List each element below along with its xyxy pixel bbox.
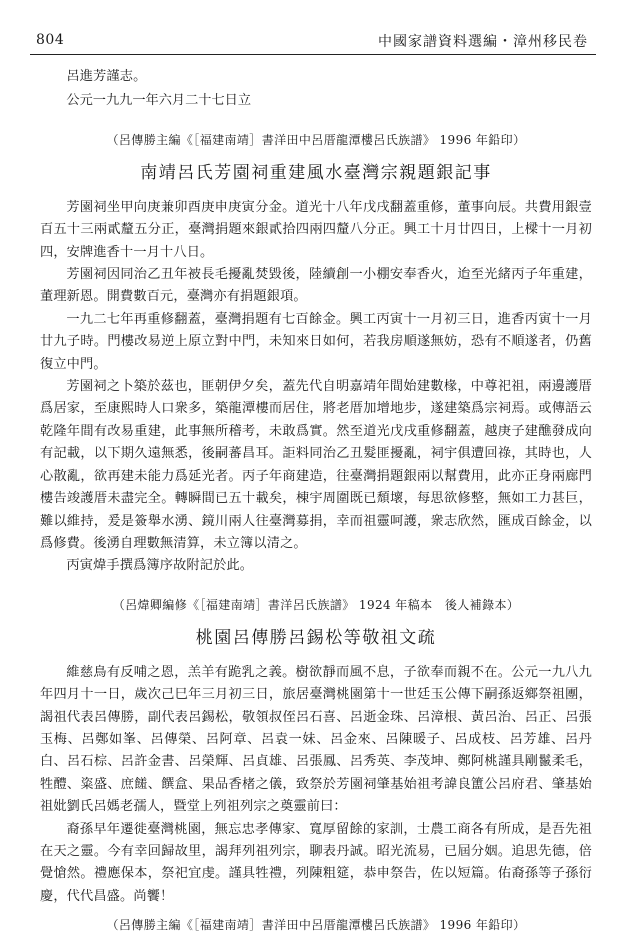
source-citation-1: （呂傳勝主編《［福建南靖］書洋田中呂厝龍潭樓呂氏族譜》 1996 年鉛印） (106, 132, 526, 147)
source-citation-2: （呂煒卿編修《［福建南靖］書洋呂氏族譜》 1924 年稿本 後人補錄本） (112, 597, 520, 612)
paragraph: 芳園祠因同治乙丑年被長毛擾亂焚毀後，陸續創一小棚安奉香火，迨至光緒丙子年重建，董理新恩。開費數百元，臺灣亦有捐題銀項。 (40, 267, 592, 305)
prev-closing-line: 呂進芳謹志。 (66, 69, 147, 84)
paragraph: 芳園祠坐甲向庚兼卯酉庚申庚寅分金。道光十八年戊戌翻蓋重修，董事向辰。共費用銀壹百五十三兩貳釐五分正，臺灣捐題來銀貳拾四兩四釐八分正。興工十月廿四日，上樑十一月初四，安牌進香十一月十八日。 (40, 199, 592, 260)
paragraph: 維慈鳥有反哺之恩，羔羊有跪乳之義。樹欲靜而風不息，子欲奉而親不在。公元一九八九年四月十一日，歲次己巳年三月初三日，旅居臺灣桃園第十一世廷玉公傳下嗣孫返鄉祭祖團，謁祖代表呂傳勝，副代表呂錫松，敬領叔侄呂石喜、呂逝金珠、呂漳根、黃呂治、呂正、呂張玉梅、呂鄭如峯、呂傳榮、呂阿章、呂袁一妹、呂金來、呂陳暖子、呂成枝、呂芳雄、呂丹白、呂石棕、呂許金書、呂榮輝、呂貞雄、呂張鳳、呂秀英、李茂坤、鄭阿桃謹具剛鬣柔毛，牲醴、粢盛、庶饈、饌盒、果品香楮之儀，致祭於芳園祠肇基始祖考諱良簠公呂府君、肇基始祖妣劉氏呂媽老孺人，暨堂上列祖列宗之奠靈前曰： (40, 664, 592, 815)
paragraph: 丙寅煒手撰爲簿序故附記於此。 (66, 558, 254, 574)
paragraph: 芳園祠之卜築於茲也，匪朝伊夕矣，蓋先代自明嘉靖年間始建數椽，中尊祀祖，兩邊護厝爲居家，至康熙時人口衆多，築龍潭樓而居住，將老厝加增地步，遂建築爲宗祠焉。或傳語云乾隆年間有改易重建，此事無所稽考，未敢爲實。然至道光戊戌重修翻蓋，越庚子建醮發成向有記載，以下期久遠無悉，後嗣蕃昌耳。詎料同治乙丑髮匪擾亂，祠宇俱遭回祿，其時也，人心散亂，欲再建未能力爲延光者。丙子年商建造，往臺灣捐題銀兩以幫費用，此亦正身兩廊門樓告竣護厝未盡完全。轉瞬間已五十載矣，棟宇周圍既已頹壞，每思欲修整，無如工力甚巨，難以維持，爰是簽舉水湧、鏡川兩人往臺灣募捐，幸而祖靈呵護，衆志欣然，匯成百餘金，以爲修費。後湧自理數無清算，未立簿以清之。 (40, 379, 592, 551)
running-header (30, 30, 596, 55)
page-number: 804 (36, 32, 65, 48)
series-title: 中國家譜資料選編・漳州移民卷 (378, 34, 588, 50)
paragraph: 一九二七年再重修翻蓋，臺灣捐題有七百餘金。興工丙寅十一月初三日，進香丙寅十一月廿九子時。門樓改易逆上原立對中門，未知來日如何，若我房順遂無妨，恐有不順遂者，仍舊復立中門。 (40, 311, 592, 372)
prev-date-line: 公元一九九一年六月二十七日立 (66, 93, 252, 109)
paragraph: 裔孫早年遷徙臺灣桃園，無忘忠孝傳家、寬厚留餘的家訓，士農工商各有所成，是吾先祖在天之靈。今有幸回歸故里，謁拜列祖列宗，聊表丹誠。昭光流易，已屆分姻。追思先德，倍覺愴然。禮應保本，祭祀宜虔。謹具牲禮，列陳粗筵，恭申祭告，佐以短篇。佑裔孫等子孫衍慶，代代昌盛。尚饗！ (40, 821, 592, 904)
section-1 (40, 131, 592, 578)
section-title-1: 南靖呂氏芳園祠重建風水臺灣宗親題銀記事 (140, 162, 492, 183)
section-title-2: 桃園呂傳勝呂錫松等敬祖文疏 (195, 627, 437, 648)
source-citation-3: （呂傳勝主編《［福建南靖］書洋田中呂厝龍潭樓呂氏族譜》 1996 年鉛印） (106, 918, 526, 933)
section-2 (40, 596, 592, 908)
page-body (40, 66, 592, 937)
